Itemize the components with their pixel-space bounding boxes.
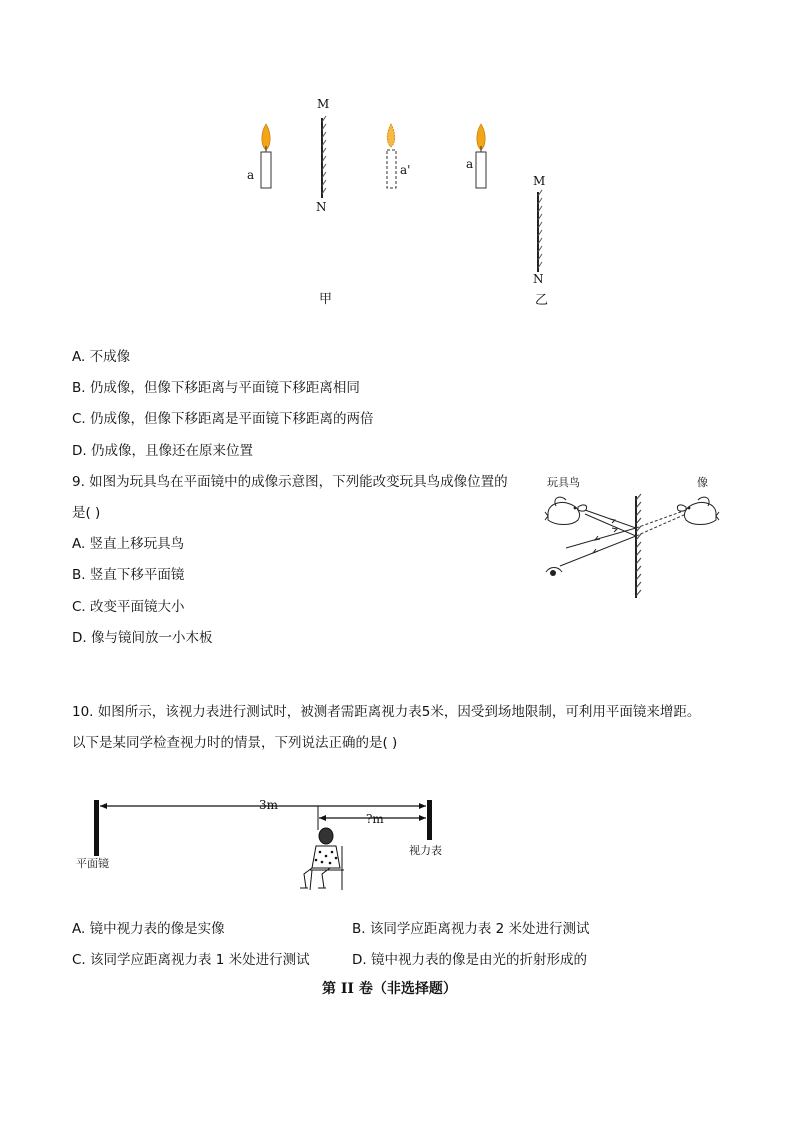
image-bird-icon <box>677 497 719 524</box>
q8-option-b: B. 仍成像，但像下移距离与平面镜下移距离相同 <box>72 380 360 396</box>
label-qm: ?m <box>366 812 384 826</box>
q9-option-b: B. 竖直下移平面镜 <box>72 567 185 583</box>
student-icon <box>300 828 344 890</box>
caption-jia: 甲 <box>319 292 333 307</box>
label-a-jia: a <box>247 168 255 182</box>
q10-option-d: D. 镜中视力表的像是由光的折射形成的 <box>352 952 587 968</box>
label-mirror: 平面镜 <box>76 857 109 870</box>
q10-stem-line1: 10. 如图所示，该视力表进行测试时，被测者需距离视力表5米，因受到场地限制，可利用平面镜来增距。 <box>72 704 701 720</box>
toy-bird-icon <box>545 497 587 524</box>
q10-option-c: C. 该同学应距离视力表 1 米处进行测试 <box>72 952 310 968</box>
caption-yi: 乙 <box>535 293 549 308</box>
label-3m: 3m <box>259 798 279 812</box>
label-n-yi: N <box>533 272 544 286</box>
mirror-bar <box>94 800 99 856</box>
q9-stem-line2: 是( ) <box>72 505 101 521</box>
q10-option-b: B. 该同学应距离视力表 2 米处进行测试 <box>352 921 590 937</box>
label-image: 像 <box>697 476 708 489</box>
candle-mirror-diagram <box>0 0 794 320</box>
q8-option-c: C. 仍成像，但像下移距离是平面镜下移距离的两倍 <box>72 411 374 427</box>
label-m-jia: M <box>317 97 330 111</box>
label-a-prime: a' <box>400 163 411 177</box>
label-toy-bird: 玩具鸟 <box>547 476 580 489</box>
q9-stem-line1: 9. 如图为玩具鸟在平面镜中的成像示意图，下列能改变玩具鸟成像位置的 <box>72 474 508 490</box>
section-title: 第 II 卷（非选择题） <box>322 981 457 997</box>
q10-stem-line2: 以下是某同学检查视力时的情景，下列说法正确的是( ) <box>72 735 398 751</box>
eye-icon <box>546 568 562 577</box>
q8-option-a: A. 不成像 <box>72 349 131 365</box>
q9-option-a: A. 竖直上移玩具鸟 <box>72 536 185 552</box>
candle-image-icon <box>387 150 396 188</box>
label-n-jia: N <box>316 200 327 214</box>
q10-option-a: A. 镜中视力表的像是实像 <box>72 921 225 937</box>
q8-option-d: D. 仍成像，且像还在原来位置 <box>72 443 253 459</box>
q9-option-c: C. 改变平面镜大小 <box>72 599 185 615</box>
eye-chart-bar <box>427 800 432 840</box>
candle-icon <box>261 152 271 188</box>
label-a-yi: a <box>466 157 474 171</box>
candle-image-flame-icon <box>387 124 395 147</box>
q9-option-d: D. 像与镜间放一小木板 <box>72 630 213 646</box>
label-eye-chart: 视力表 <box>409 844 442 857</box>
label-m-yi: M <box>533 174 546 188</box>
